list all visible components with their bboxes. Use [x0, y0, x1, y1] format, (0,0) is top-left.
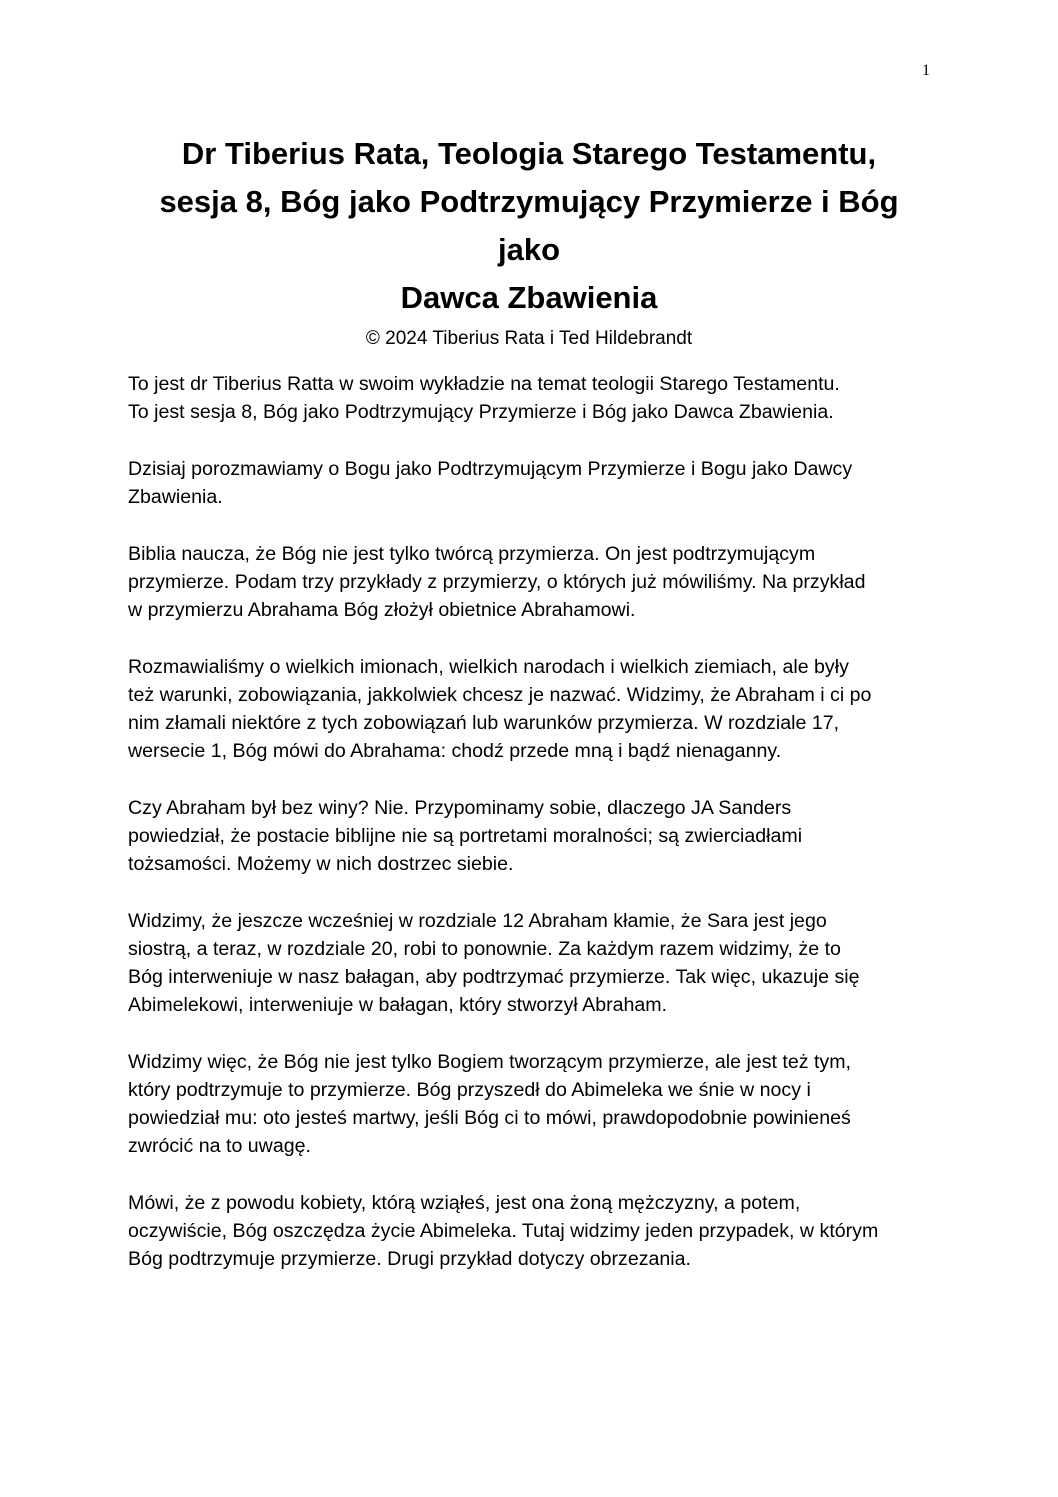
paragraph-line: Rozmawialiśmy o wielkich imionach, wielkich narodach i wielkich ziemiach, ale były: [128, 656, 849, 678]
paragraph-line: wersecie 1, Bóg mówi do Abrahama: chodź przede mną i bądź nienaganny.: [128, 740, 782, 762]
document-title-line: Dr Tiberius Rata, Teologia Starego Testamentu,: [181, 136, 877, 171]
paragraph: [128, 370, 938, 426]
paragraph-line: Widzimy więc, że Bóg nie jest tylko Bogiem tworzącym przymierze, ale jest też tym,: [128, 1051, 851, 1073]
paragraph-line: To jest dr Tiberius Ratta w swoim wykładzie na temat teologii Starego Testamentu.: [128, 373, 840, 395]
paragraph-line: zwrócić na to uwagę.: [128, 1135, 311, 1157]
paragraph-line: Mówi, że z powodu kobiety, którą wziąłeś, jest ona żoną mężczyzny, a potem,: [128, 1192, 801, 1214]
paragraph-line: tożsamości. Możemy w nich dostrzec siebie.: [128, 853, 514, 875]
paragraph: [128, 794, 938, 878]
document-body: [128, 370, 938, 1302]
copyright-notice: © 2024 Tiberius Rata i Ted Hildebrandt: [365, 328, 693, 349]
paragraph: [128, 1189, 938, 1273]
document-title-line: Dawca Zbawienia: [400, 280, 658, 315]
document-title-line: jako: [497, 232, 561, 267]
document-title-line: sesja 8, Bóg jako Podtrzymujący Przymierze i Bóg: [159, 184, 899, 219]
paragraph-line: powiedział, że postacie biblijne nie są portretami moralności; są zwierciadłami: [128, 825, 803, 847]
paragraph: [128, 1048, 938, 1160]
paragraph-line: To jest sesja 8, Bóg jako Podtrzymujący Przymierze i Bóg jako Dawca Zbawienia.: [128, 401, 834, 423]
paragraph: [128, 907, 938, 1019]
paragraph-line: powiedział mu: oto jesteś martwy, jeśli Bóg ci to mówi, prawdopodobnie powinieneś: [128, 1107, 851, 1129]
paragraph-line: w przymierzu Abrahama Bóg złożył obietnice Abrahamowi.: [128, 599, 636, 621]
paragraph-line: Bóg interweniuje w nasz bałagan, aby podtrzymać przymierze. Tak więc, ukazuje się: [128, 966, 860, 988]
paragraph-line: nim złamali niektóre z tych zobowiązań lub warunków przymierza. W rozdziale 17,: [128, 712, 840, 734]
page-number: 1: [922, 62, 930, 79]
paragraph-line: Abimelekowi, interweniuje w bałagan, który stworzył Abraham.: [128, 994, 668, 1016]
paragraph-line: Widzimy, że jeszcze wcześniej w rozdziale 12 Abraham kłamie, że Sara jest jego: [128, 910, 827, 932]
paragraph: [128, 540, 938, 624]
paragraph-line: Czy Abraham był bez winy? Nie. Przypominamy sobie, dlaczego JA Sanders: [128, 797, 792, 819]
paragraph-line: przymierze. Podam trzy przykłady z przymierzy, o których już mówiliśmy. Na przykład: [128, 571, 866, 593]
paragraph-line: Biblia naucza, że Bóg nie jest tylko twórcą przymierza. On jest podtrzymującym: [128, 543, 816, 565]
paragraph-line: który podtrzymuje to przymierze. Bóg przyszedł do Abimeleka we śnie w nocy i: [128, 1079, 811, 1101]
title-block: [128, 130, 930, 352]
paragraph: [128, 653, 938, 765]
paragraph: [128, 455, 938, 511]
paragraph-line: Dzisiaj porozmawiamy o Bogu jako Podtrzymującym Przymierze i Bogu jako Dawcy: [128, 458, 853, 480]
paragraph-line: Zbawienia.: [128, 486, 223, 508]
paragraph-line: oczywiście, Bóg oszczędza życie Abimeleka. Tutaj widzimy jeden przypadek, w którym: [128, 1220, 879, 1242]
paragraph-line: też warunki, zobowiązania, jakkolwiek chcesz je nazwać. Widzimy, że Abraham i ci po: [128, 684, 872, 706]
paragraph-line: Bóg podtrzymuje przymierze. Drugi przykład dotyczy obrzezania.: [128, 1248, 692, 1270]
paragraph-line: siostrą, a teraz, w rozdziale 20, robi to ponownie. Za każdym razem widzimy, że to: [128, 938, 841, 960]
